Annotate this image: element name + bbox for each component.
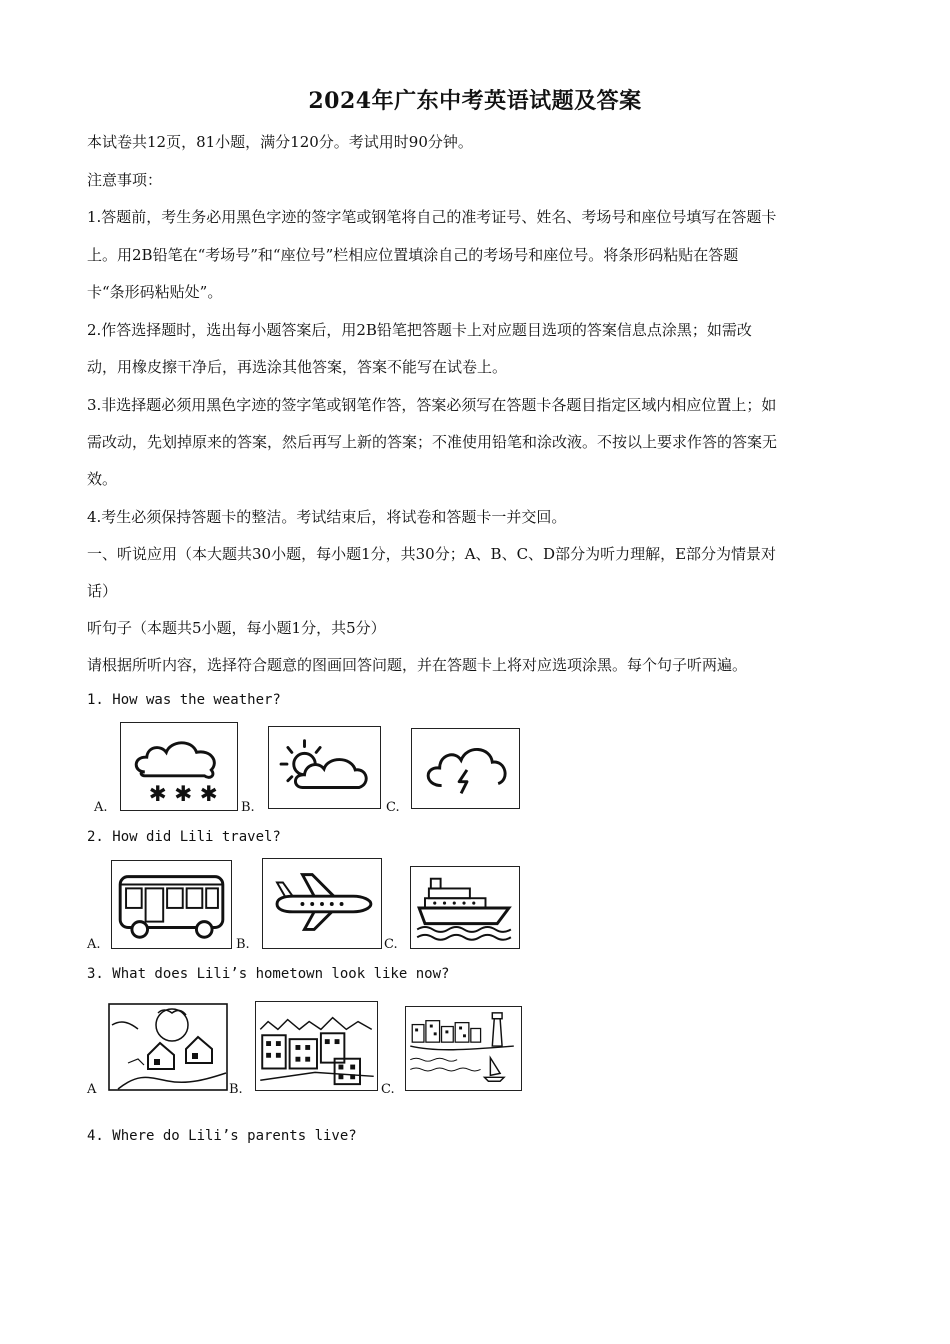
snow-cloud-picture (120, 722, 238, 811)
section-heading: 话） (87, 582, 118, 600)
town-houses-picture (255, 1001, 378, 1091)
thunder-cloud-icon (412, 729, 519, 808)
thunder-cloud-picture (411, 728, 520, 809)
snow-cloud-icon (121, 723, 237, 810)
hillside-village-picture (108, 1003, 228, 1091)
notice-line: 动，用橡皮擦干净后，再选涂其他答案，答案不能写在试卷上。 (87, 358, 508, 376)
page-title: 2024年广东中考英语试题及答案 (308, 88, 642, 114)
village-icon (108, 1003, 228, 1091)
town-icon (256, 1002, 377, 1090)
notice-heading: 注意事项： (87, 171, 163, 189)
seaside-icon (406, 1007, 521, 1090)
ship-icon (411, 867, 519, 948)
notice-line: 4.考生必须保持答题卡的整洁。考试结束后，将试卷和答题卡一并交回。 (87, 508, 567, 526)
sun-and-cloud-picture (268, 726, 381, 809)
notice-line: 2.作答选择题时，选出每小题答案后，用2B铅笔把答题卡上对应题目选项的答案信息点涂黑；如需改 (87, 321, 752, 339)
option-label: A. (94, 800, 108, 815)
bus-icon (112, 861, 231, 948)
option-label: B. (236, 937, 250, 952)
option-label: C. (386, 800, 400, 815)
airplane-picture (262, 858, 382, 949)
sun-cloud-icon (269, 727, 380, 808)
section-heading: 一、听说应用（本大题共30小题，每小题1分，共30分；A、B、C、D部分为听力理解，E部分为情景对 (87, 545, 777, 563)
question-2: 2. How did Lili travel? (87, 829, 281, 845)
part-heading: 听句子（本题共5小题，每小题1分，共5分） (87, 619, 386, 637)
seaside-city-picture (405, 1006, 522, 1091)
question-4: 4. Where do Lili’s parents live? (87, 1128, 357, 1144)
option-label: C. (384, 937, 398, 952)
exam-intro: 本试卷共12页，81小题，满分120分。考试用时90分钟。 (87, 133, 473, 151)
ship-picture (410, 866, 520, 949)
notice-line: 3.非选择题必须用黑色字迹的签字笔或钢笔作答，答案必须写在答题卡各题目指定区域内相应位置上；如 (87, 396, 777, 414)
airplane-icon (263, 859, 381, 948)
notice-line: 效。 (87, 470, 118, 488)
notice-line: 1.答题前，考生务必用黑色字迹的签字笔或钢笔将自己的准考证号、姓名、考场号和座位号填写在答题卡 (87, 208, 777, 226)
option-label: C. (381, 1082, 395, 1097)
notice-line: 需改动，先划掉原来的答案，然后再写上新的答案；不准使用铅笔和涂改液。不按以上要求作答的答案无 (87, 433, 778, 451)
notice-line: 上。用2B铅笔在“考场号”和“座位号”栏相应位置填涂自己的考场号和座位号。将条形码粘贴在答题 (87, 246, 739, 264)
question-1: 1. How was the weather? (87, 692, 281, 708)
option-label: B. (241, 800, 255, 815)
bus-picture (111, 860, 232, 949)
option-label: A (87, 1082, 97, 1097)
option-label: A. (87, 937, 101, 952)
instruction: 请根据所听内容，选择符合题意的图画回答问题，并在答题卡上将对应选项涂黑。每个句子听两遍。 (87, 656, 748, 674)
svg-text:✱ ✱ ✱: ✱ ✱ ✱ (148, 782, 218, 808)
option-label: B. (229, 1082, 243, 1097)
question-3: 3. What does Lili’s hometown look like now? (87, 966, 450, 982)
notice-line: 卡“条形码粘贴处”。 (87, 283, 223, 301)
